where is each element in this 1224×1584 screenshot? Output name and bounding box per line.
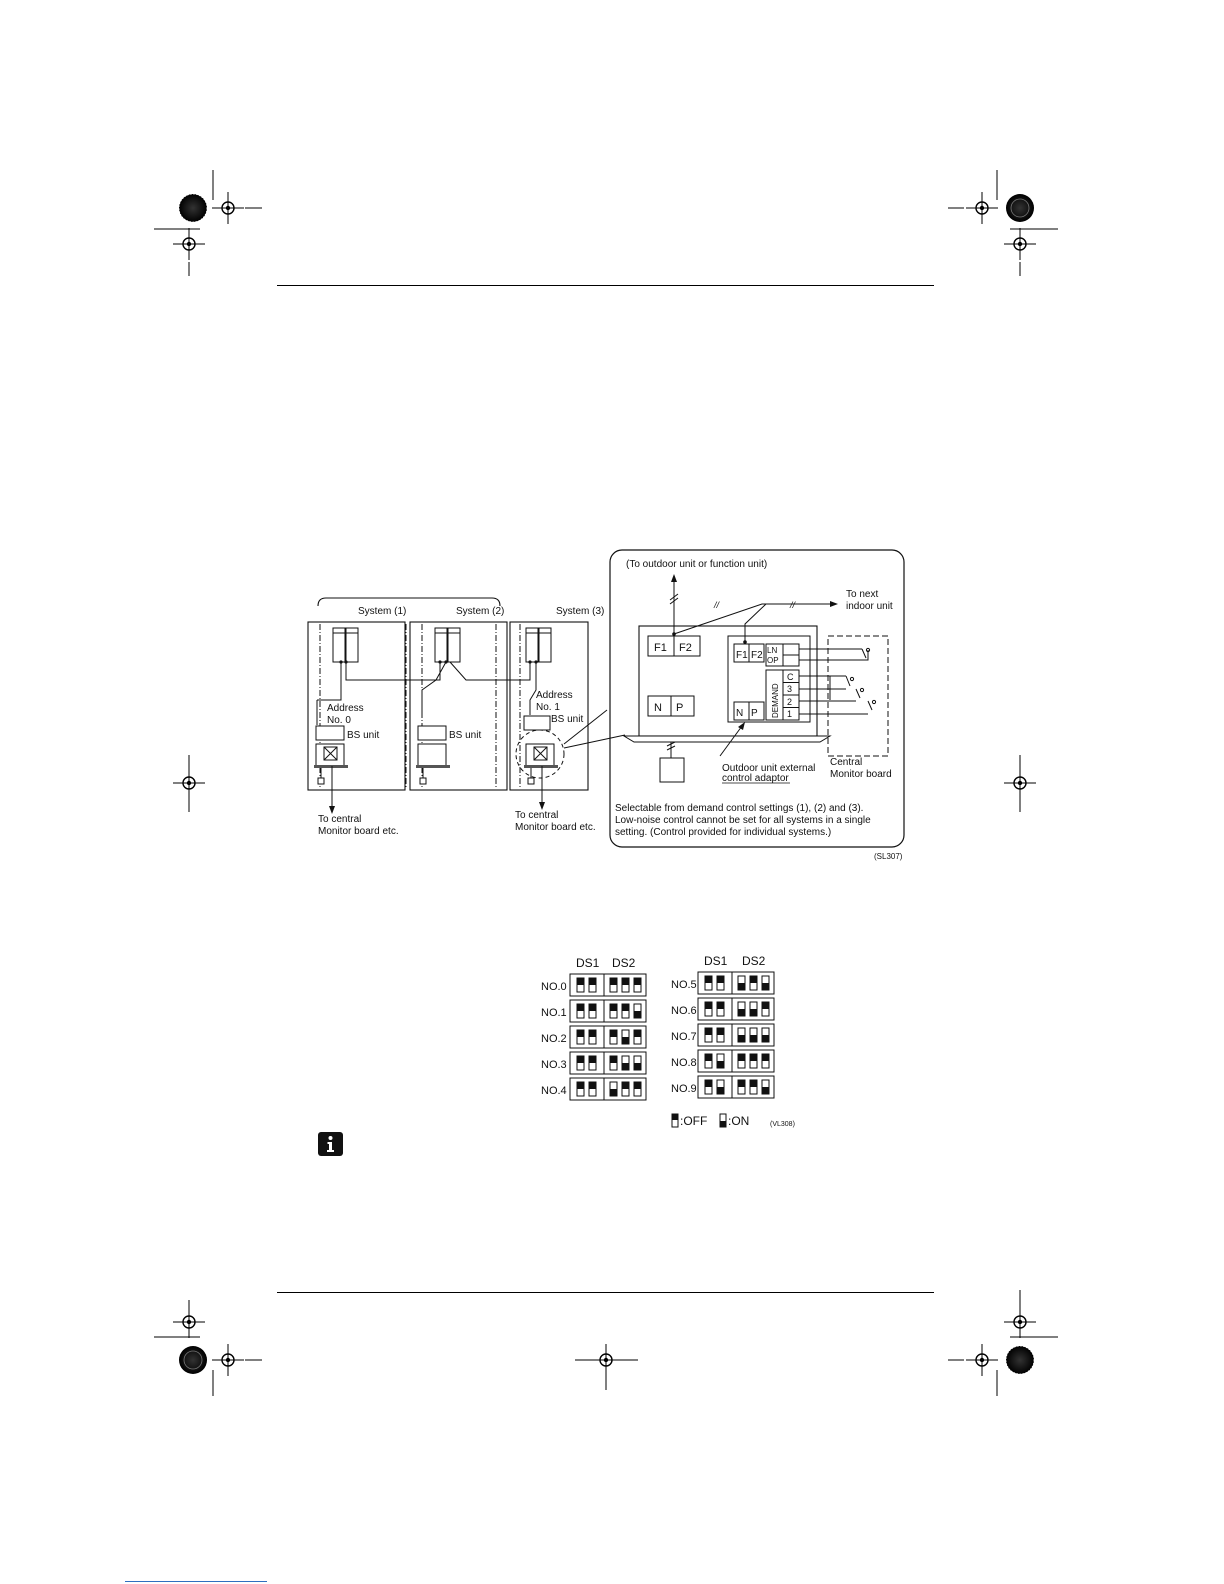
dip-row-label: NO.4 — [541, 1085, 567, 1097]
registration-target — [966, 1344, 998, 1376]
dip-switch-knob — [577, 1030, 584, 1037]
terminal-p: P — [676, 702, 684, 714]
system-2-label: System (2) — [456, 606, 505, 617]
dip-switch-knob — [738, 983, 745, 990]
system-3-label: System (3) — [556, 606, 605, 617]
dip-switch-knob — [750, 1035, 757, 1042]
svg-text://: // — [714, 600, 720, 610]
indoor-unit-2 — [416, 744, 450, 784]
demand-terminal-1: 1 — [787, 709, 793, 719]
dip-switch-knob — [750, 1009, 757, 1016]
dip-switch-knob — [589, 1082, 596, 1089]
address-0-line2: No. 0 — [327, 715, 351, 726]
dip-switch-knob — [762, 1035, 769, 1042]
registration-target — [173, 1306, 205, 1338]
dip-switch-knob — [762, 983, 769, 990]
dip-switch-knob — [750, 1080, 757, 1087]
dip-switch-knob — [634, 1011, 641, 1018]
bs-unit-3-label: BS unit — [551, 714, 584, 725]
ds2-header-left: DS2 — [612, 956, 636, 970]
central-monitor-line1: Central — [830, 757, 863, 768]
dip-switch-knob — [622, 1063, 629, 1070]
dip-row-label: NO.7 — [671, 1031, 697, 1043]
to-central-1-line2: Monitor board etc. — [318, 826, 399, 837]
dip-switch-knob — [762, 1087, 769, 1094]
dip-row-label: NO.0 — [541, 981, 567, 993]
dip-row-no1 — [541, 1000, 646, 1022]
registration-target — [173, 228, 205, 260]
dip-figure-code: (VL308) — [770, 1121, 795, 1128]
ds1-header-left: DS1 — [576, 956, 600, 970]
dip-switch-knob — [622, 978, 629, 985]
wiring-diagram — [290, 540, 920, 880]
dip-switch-knob — [634, 1063, 641, 1070]
note-line3: setting. (Control provided for individual systems.) — [615, 827, 832, 838]
info-icon — [318, 1132, 343, 1156]
dip-switch-knob — [577, 978, 584, 985]
dip-switch-knob — [634, 1030, 641, 1037]
to-central-1-line1: To central — [318, 814, 362, 825]
dip-row-no9 — [671, 1076, 774, 1098]
system-1-label: System (1) — [358, 606, 407, 617]
ds2-header-right: DS2 — [742, 954, 766, 968]
ds1-header-right: DS1 — [704, 954, 728, 968]
figure-code: (SL307) — [874, 852, 903, 861]
dip-switch-knob — [705, 1054, 712, 1061]
dip-switch-knob — [622, 1037, 629, 1044]
dip-switch-knob — [589, 1004, 596, 1011]
address-1-line1: Address — [536, 690, 573, 701]
dip-switch-knob — [577, 1082, 584, 1089]
dip-switch-chart — [530, 950, 810, 1130]
dip-switch-knob — [705, 1002, 712, 1009]
power-source-box — [660, 758, 684, 782]
registration-target — [966, 192, 998, 224]
to-next-line2: indoor unit — [846, 601, 893, 612]
legend-on-text: :ON — [728, 1114, 750, 1128]
demand-label: DEMAND — [771, 683, 780, 718]
to-central-3-line2: Monitor board etc. — [515, 822, 596, 833]
dip-switch-knob — [762, 1054, 769, 1061]
registration-target — [212, 192, 244, 224]
op-label: OP — [767, 656, 779, 665]
dip-switch-knob — [610, 1056, 617, 1063]
to-next-line1: To next — [846, 589, 879, 600]
dip-switch-knob — [622, 1004, 629, 1011]
dip-row-label: NO.5 — [671, 979, 697, 991]
dip-row-no7 — [671, 1024, 774, 1046]
dip-row-label: NO.3 — [541, 1059, 567, 1071]
terminal-n: N — [654, 702, 662, 714]
registration-rosette — [1006, 1346, 1034, 1374]
dip-switch-knob — [717, 1028, 724, 1035]
outdoor-unit-3 — [526, 628, 551, 662]
legend-off — [672, 1114, 707, 1128]
adaptor-terminal-f1: F1 — [736, 650, 748, 661]
dip-switch-knob — [634, 1082, 641, 1089]
bs-unit-2-label: BS unit — [449, 730, 482, 741]
demand-terminal-c: C — [787, 672, 794, 682]
dip-switch-knob — [705, 1028, 712, 1035]
dip-switch-knob — [717, 1087, 724, 1094]
dip-switch-knob — [705, 1080, 712, 1087]
ln-label: LN — [767, 646, 778, 655]
dip-switch-knob — [750, 976, 757, 983]
dip-switch-knob — [705, 976, 712, 983]
registration-rosette — [179, 194, 207, 222]
dip-row-no0 — [541, 974, 646, 996]
note-line2: Low-noise control cannot be set for all systems in a single — [615, 815, 871, 826]
legend-on — [720, 1114, 749, 1128]
address-0-line1: Address — [327, 703, 364, 714]
indoor-unit-1 — [314, 744, 348, 784]
central-monitor-box — [828, 636, 888, 756]
dip-switch-knob — [589, 978, 596, 985]
to-outdoor-label: (To outdoor unit or function unit) — [626, 559, 768, 570]
dip-row-no5 — [671, 972, 774, 994]
dip-row-label: NO.6 — [671, 1005, 697, 1017]
dip-switch-knob — [717, 976, 724, 983]
demand-terminal-3: 3 — [787, 684, 793, 694]
dip-switch-knob — [577, 1056, 584, 1063]
dip-switch-knob — [622, 1082, 629, 1089]
central-monitor-line2: Monitor board — [830, 769, 892, 780]
bs-unit-1-label: BS unit — [347, 730, 380, 741]
registration-target — [1004, 1306, 1036, 1338]
dip-switch-knob — [717, 1061, 724, 1068]
dip-switch-knob — [634, 978, 641, 985]
terminal-f1: F1 — [654, 642, 667, 654]
dip-switch-knob — [577, 1004, 584, 1011]
registration-target — [1004, 228, 1036, 260]
dip-row-no2 — [541, 1026, 646, 1048]
to-central-3-line1: To central — [515, 810, 559, 821]
dip-switch-knob — [762, 1002, 769, 1009]
adaptor-label-line1: Outdoor unit external — [722, 763, 816, 774]
dip-switch-knob — [738, 1009, 745, 1016]
dip-row-label: NO.9 — [671, 1083, 697, 1095]
dip-row-label: NO.8 — [671, 1057, 697, 1069]
demand-terminal-2: 2 — [787, 697, 793, 707]
dip-switch-knob — [738, 1054, 745, 1061]
registration-rosette — [179, 1346, 207, 1374]
dip-row-no8 — [671, 1050, 774, 1072]
dip-row-no4 — [541, 1078, 646, 1100]
terminal-f2: F2 — [679, 642, 692, 654]
legend-off-text: :OFF — [680, 1114, 708, 1128]
dip-switch-knob — [610, 1089, 617, 1096]
registration-target — [590, 1344, 622, 1376]
registration-target — [212, 1344, 244, 1376]
dip-row-label: NO.2 — [541, 1033, 567, 1045]
indoor-unit-3 — [516, 730, 564, 784]
dip-switch-knob — [589, 1056, 596, 1063]
svg-text://: // — [790, 600, 796, 610]
dip-switch-knob — [738, 1035, 745, 1042]
bs-unit-1 — [316, 726, 344, 740]
address-1-line2: No. 1 — [536, 702, 560, 713]
registration-rosette — [1006, 194, 1034, 222]
adaptor-label-line2: control adaptor — [722, 773, 789, 784]
dip-switch-knob — [717, 1002, 724, 1009]
dip-switch-knob — [610, 1030, 617, 1037]
dip-switch-knob — [589, 1030, 596, 1037]
note-line1: Selectable from demand control settings (1), (2) and (3). — [615, 803, 864, 814]
dip-row-no6 — [671, 998, 774, 1020]
dip-switch-knob — [610, 1004, 617, 1011]
outdoor-unit-2 — [435, 628, 460, 662]
bs-unit-3 — [524, 716, 550, 730]
adaptor-terminal-n: N — [736, 708, 744, 719]
dip-row-label: NO.1 — [541, 1007, 567, 1019]
adaptor-terminal-f2: F2 — [751, 650, 763, 661]
dip-switch-knob — [610, 978, 617, 985]
dip-switch-knob — [750, 1054, 757, 1061]
bs-unit-2 — [418, 726, 446, 740]
outdoor-unit-1 — [333, 628, 358, 662]
adaptor-terminal-p: P — [751, 708, 758, 719]
dip-switch-knob — [738, 1080, 745, 1087]
dip-row-no3 — [541, 1052, 646, 1074]
